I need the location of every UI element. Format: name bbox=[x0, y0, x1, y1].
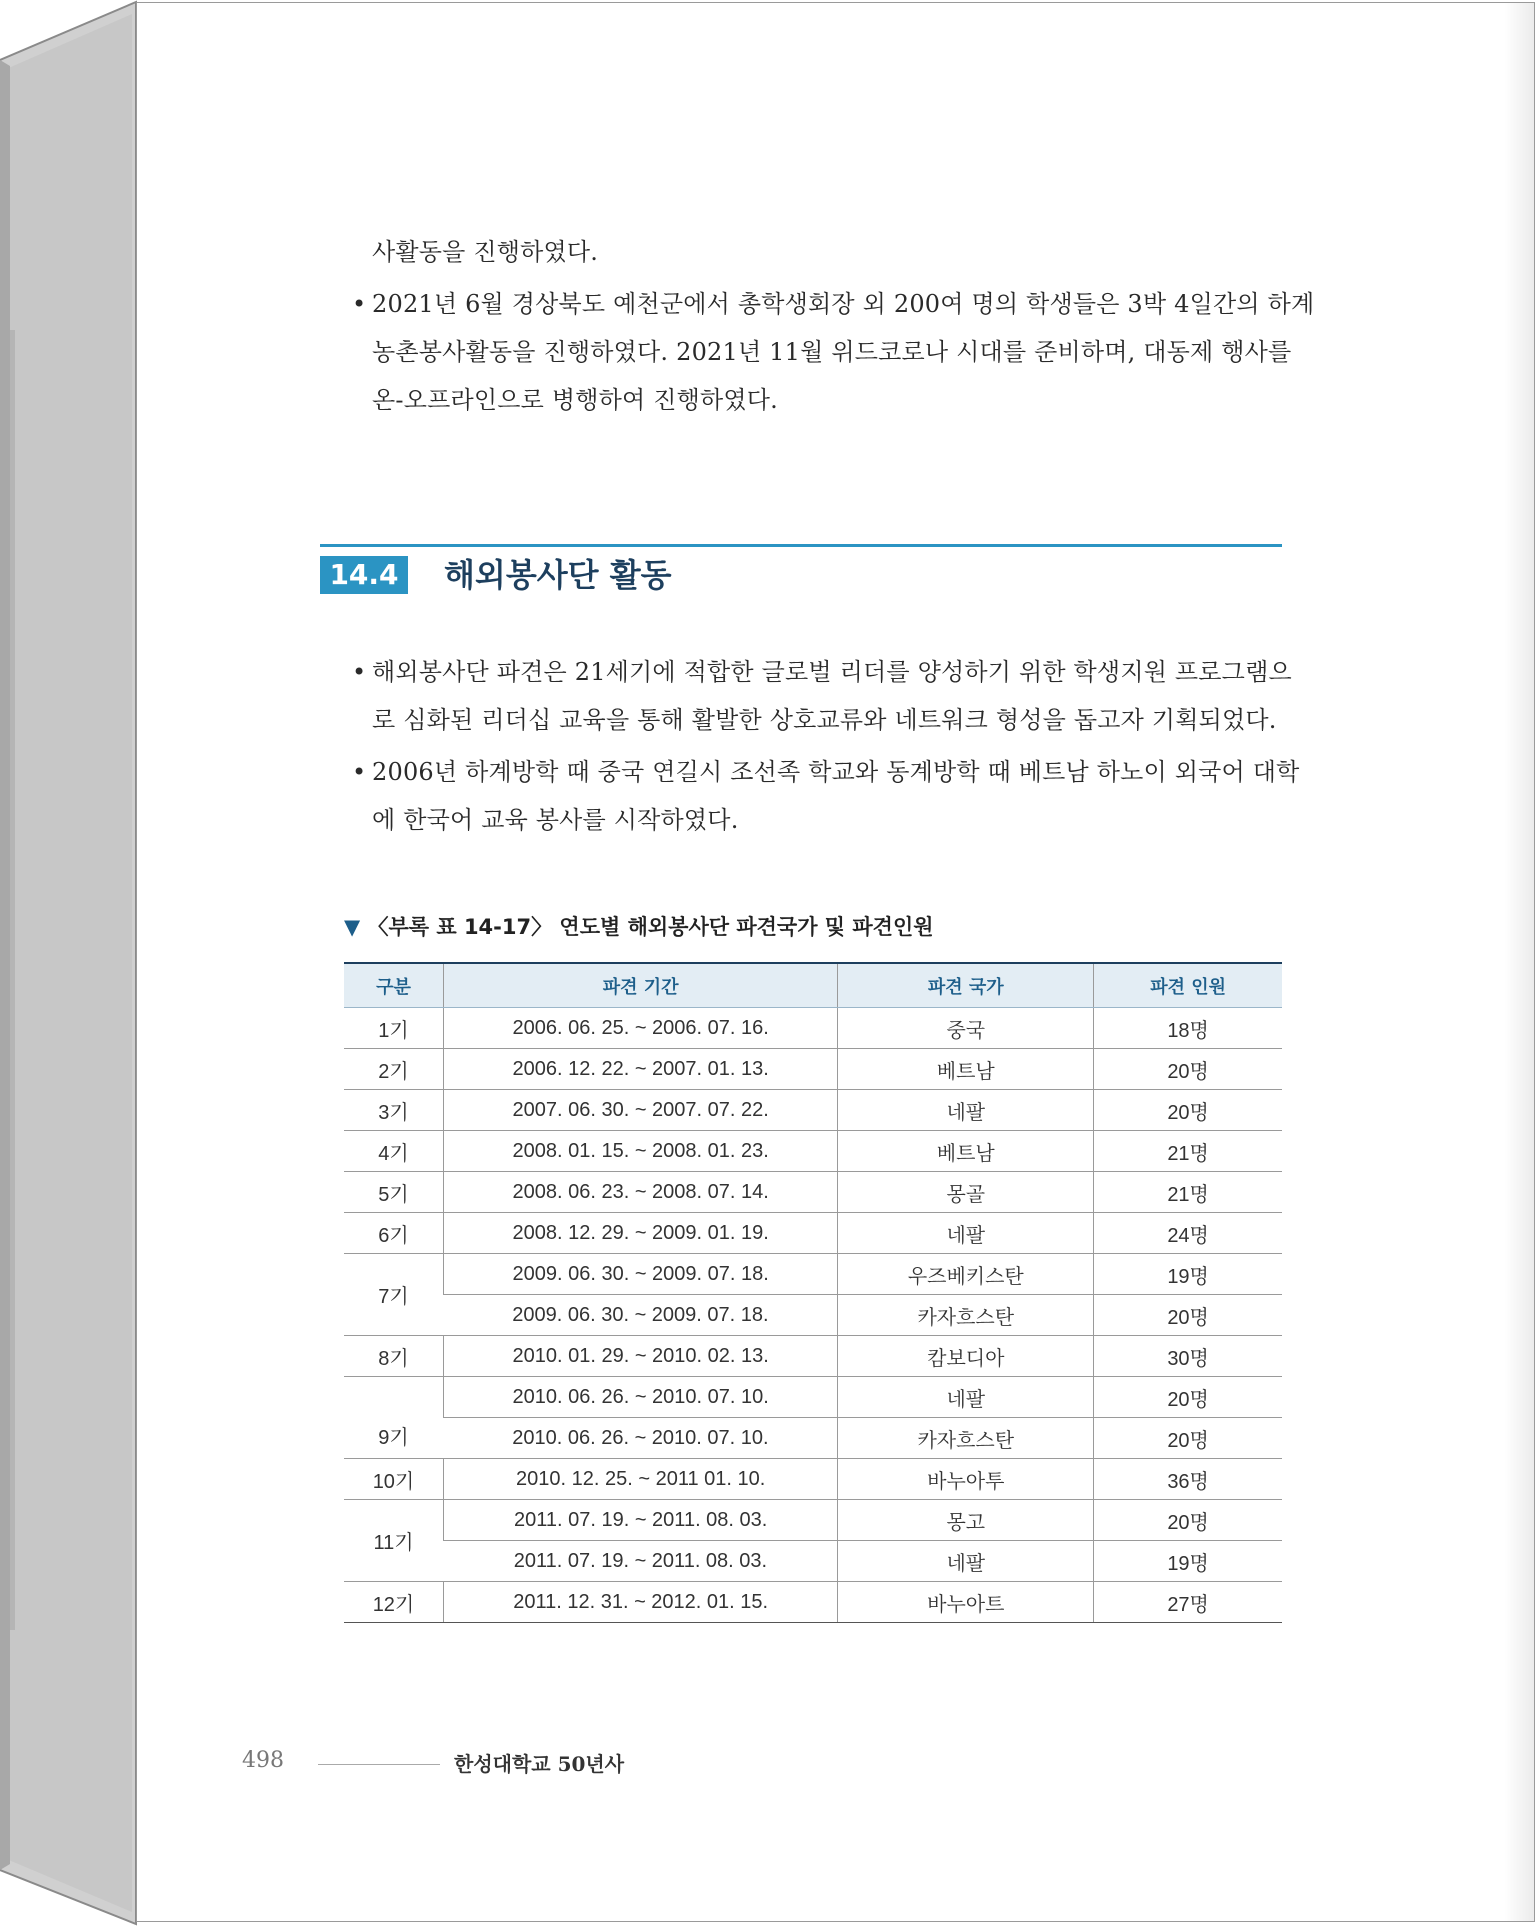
cell-country: 중국 bbox=[838, 1008, 1094, 1049]
table-row bbox=[344, 1131, 1282, 1172]
cell-people: 36명 bbox=[1094, 1459, 1282, 1500]
paragraph-line: 에 한국어 교육 봉사를 시작하였다. bbox=[372, 806, 739, 834]
cell-country: 네팔 bbox=[838, 1213, 1094, 1254]
cell-group: 4기 bbox=[344, 1131, 443, 1172]
cell-people: 18명 bbox=[1094, 1008, 1282, 1049]
table-row bbox=[344, 1213, 1282, 1254]
cell-country: 카자흐스탄 bbox=[838, 1295, 1094, 1336]
cell-group: 1기 bbox=[344, 1008, 443, 1049]
cell-period: 2009. 06. 30. ~ 2009. 07. 18. bbox=[443, 1254, 837, 1295]
cell-period: 2006. 06. 25. ~ 2006. 07. 16. bbox=[443, 1008, 837, 1049]
intro-line: 사활동을 진행하였다. bbox=[372, 238, 599, 266]
cell-period: 2011. 07. 19. ~ 2011. 08. 03. bbox=[443, 1541, 837, 1582]
cell-people: 20명 bbox=[1094, 1295, 1282, 1336]
paragraph-line: 해외봉사단 파견은 21세기에 적합한 글로벌 리더를 양성하기 위한 학생지원 프로그램으 bbox=[372, 658, 1292, 686]
cell-people: 21명 bbox=[1094, 1172, 1282, 1213]
table-row bbox=[344, 1254, 1282, 1295]
column-header-group: 구분 bbox=[344, 963, 443, 1008]
cell-group: 12기 bbox=[344, 1582, 443, 1623]
table-header-row bbox=[344, 963, 1282, 1008]
section-number: 14.4 bbox=[320, 556, 408, 594]
cell-group: 8기 bbox=[344, 1336, 443, 1377]
cell-period: 2011. 07. 19. ~ 2011. 08. 03. bbox=[443, 1500, 837, 1541]
bullet-dot: • bbox=[352, 658, 367, 686]
cell-group: 2기 bbox=[344, 1049, 443, 1090]
cell-period: 2010. 06. 26. ~ 2010. 07. 10. bbox=[443, 1377, 837, 1418]
table-row bbox=[344, 1336, 1282, 1377]
cell-country: 네팔 bbox=[838, 1377, 1094, 1418]
cell-country: 베트남 bbox=[838, 1049, 1094, 1090]
cell-country: 카자흐스탄 bbox=[838, 1418, 1094, 1459]
cell-country: 몽골 bbox=[838, 1172, 1094, 1213]
cell-people: 20명 bbox=[1094, 1377, 1282, 1418]
table-caption bbox=[344, 912, 934, 942]
cell-period: 2010. 06. 26. ~ 2010. 07. 10. bbox=[443, 1418, 837, 1459]
footer-divider bbox=[318, 1764, 440, 1765]
cell-group: 9기 bbox=[344, 1377, 443, 1459]
table-row bbox=[344, 1500, 1282, 1541]
cell-people: 19명 bbox=[1094, 1541, 1282, 1582]
cell-country: 베트남 bbox=[838, 1131, 1094, 1172]
cell-period: 2009. 06. 30. ~ 2009. 07. 18. bbox=[443, 1295, 837, 1336]
cell-country: 우즈베키스탄 bbox=[838, 1254, 1094, 1295]
cell-people: 20명 bbox=[1094, 1500, 1282, 1541]
caption-text: 〈부록 표 14-17〉 연도별 해외봉사단 파견국가 및 파견인원 bbox=[367, 915, 934, 939]
book-title: 한성대학교 50년사 bbox=[454, 1752, 625, 1776]
table-row bbox=[344, 1049, 1282, 1090]
table-row bbox=[344, 1008, 1282, 1049]
table-row bbox=[344, 1582, 1282, 1623]
page-edge-shade bbox=[1504, 3, 1534, 1921]
table-row bbox=[344, 1541, 1282, 1582]
caption-marker-icon: ▼ bbox=[344, 915, 361, 939]
cell-period: 2007. 06. 30. ~ 2007. 07. 22. bbox=[443, 1090, 837, 1131]
paragraph-line: 2006년 하계방학 때 중국 연길시 조선족 학교와 동계방학 때 베트남 하노이 외국어 대학 bbox=[372, 758, 1300, 786]
bullet-dot: • bbox=[352, 758, 367, 786]
cell-period: 2008. 12. 29. ~ 2009. 01. 19. bbox=[443, 1213, 837, 1254]
book-spine bbox=[0, 0, 140, 1926]
section-title: 해외봉사단 활동 bbox=[444, 556, 672, 594]
cell-people: 21명 bbox=[1094, 1131, 1282, 1172]
cell-country: 네팔 bbox=[838, 1541, 1094, 1582]
paragraph-line: 로 심화된 리더십 교육을 통해 활발한 상호교류와 네트워크 형성을 돕고자 기획되었다. bbox=[372, 706, 1277, 734]
table-row bbox=[344, 1172, 1282, 1213]
page-number: 498 bbox=[242, 1748, 284, 1773]
cell-period: 2008. 06. 23. ~ 2008. 07. 14. bbox=[443, 1172, 837, 1213]
column-header-period: 파견 기간 bbox=[443, 963, 837, 1008]
dispatch-table bbox=[344, 962, 1282, 1623]
cell-people: 24명 bbox=[1094, 1213, 1282, 1254]
cell-country: 캄보디아 bbox=[838, 1336, 1094, 1377]
cell-period: 2010. 01. 29. ~ 2010. 02. 13. bbox=[443, 1336, 837, 1377]
table-row bbox=[344, 1295, 1282, 1336]
table-row bbox=[344, 1090, 1282, 1131]
cell-group: 6기 bbox=[344, 1213, 443, 1254]
table-row bbox=[344, 1418, 1282, 1459]
cell-group: 3기 bbox=[344, 1090, 443, 1131]
cell-period: 2011. 12. 31. ~ 2012. 01. 15. bbox=[443, 1582, 837, 1623]
cell-period: 2010. 12. 25. ~ 2011 01. 10. bbox=[443, 1459, 837, 1500]
cell-people: 20명 bbox=[1094, 1049, 1282, 1090]
cell-people: 27명 bbox=[1094, 1582, 1282, 1623]
cell-people: 19명 bbox=[1094, 1254, 1282, 1295]
cell-group: 10기 bbox=[344, 1459, 443, 1500]
cell-group: 5기 bbox=[344, 1172, 443, 1213]
cell-country: 네팔 bbox=[838, 1090, 1094, 1131]
table-row bbox=[344, 1459, 1282, 1500]
cell-people: 20명 bbox=[1094, 1090, 1282, 1131]
column-header-people: 파견 인원 bbox=[1094, 963, 1282, 1008]
table-row bbox=[344, 1377, 1282, 1418]
bullet-dot: • bbox=[352, 290, 367, 318]
paragraph-line: 2021년 6월 경상북도 예천군에서 총학생회장 외 200여 명의 학생들은 3박 4일간의 하계 bbox=[372, 290, 1315, 318]
cell-people: 20명 bbox=[1094, 1418, 1282, 1459]
cell-group: 7기 bbox=[344, 1254, 443, 1336]
cell-period: 2008. 01. 15. ~ 2008. 01. 23. bbox=[443, 1131, 837, 1172]
cell-country: 바누아투 bbox=[838, 1459, 1094, 1500]
cell-country: 몽고 bbox=[838, 1500, 1094, 1541]
paragraph-line: 온-오프라인으로 병행하여 진행하였다. bbox=[372, 386, 778, 414]
section-rule bbox=[320, 544, 1282, 547]
cell-group: 11기 bbox=[344, 1500, 443, 1582]
paragraph-line: 농촌봉사활동을 진행하였다. 2021년 11월 위드코로나 시대를 준비하며, 대동제 행사를 bbox=[372, 338, 1292, 366]
cell-period: 2006. 12. 22. ~ 2007. 01. 13. bbox=[443, 1049, 837, 1090]
column-header-country: 파견 국가 bbox=[838, 963, 1094, 1008]
cell-people: 30명 bbox=[1094, 1336, 1282, 1377]
cell-country: 바누아트 bbox=[838, 1582, 1094, 1623]
